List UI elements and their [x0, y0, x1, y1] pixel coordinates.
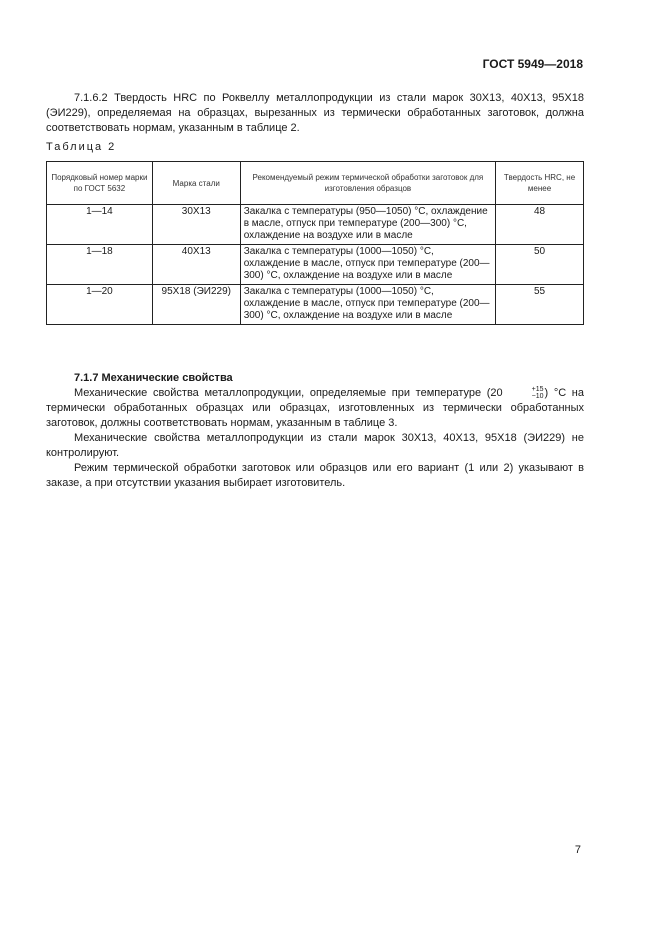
- section-7-1-7: [46, 371, 584, 491]
- hardness-table: [46, 161, 584, 325]
- paragraph-text-start: Механические свойства металлопродукции, определяемые при температуре (20: [74, 387, 503, 399]
- cell-hardness: 48: [496, 205, 584, 245]
- header-grade-number: Порядковый номер марки по ГОСТ 5632: [47, 162, 153, 205]
- cell-hardness: 50: [496, 245, 584, 285]
- header-heat-treatment: Рекомендуемый режим термической обработки заготовок для изготовления образцов: [240, 162, 495, 205]
- header-hardness: Твердость HRC, не менее: [496, 162, 584, 205]
- cell-heat-treatment: Закалка с температуры (1000—1050) °С, охлаждение в масле, отпуск при температуре (200—300) °С, охлаждение на воздухе или в масле: [240, 285, 495, 325]
- table-header-row: [47, 162, 584, 205]
- table-row: [47, 285, 584, 325]
- paragraph-mechanical-3: Режим термической обработки заготовок или образцов или его вариант (1 или 2) указывают в заказе, а при отсутствии указания выбирает изготовитель.: [46, 462, 584, 489]
- cell-steel-grade: 95Х18 (ЭИ229): [152, 285, 240, 325]
- cell-grade-number: 1—18: [47, 245, 153, 285]
- cell-heat-treatment: Закалка с температуры (950—1050) °С, охлаждение в масле, отпуск при температуре (200—300) °С, охлаждение на воздухе или в масле: [240, 205, 495, 245]
- table-row: [47, 205, 584, 245]
- tolerance-lower: −10: [531, 393, 544, 401]
- section-title: 7.1.7 Механические свойства: [74, 372, 233, 384]
- table-caption: Таблица 2: [46, 141, 117, 153]
- standard-designation: ГОСТ 5949—2018: [482, 57, 583, 71]
- cell-steel-grade: 30Х13: [152, 205, 240, 245]
- tolerance-upper: +15: [531, 386, 544, 394]
- cell-hardness: 55: [496, 285, 584, 325]
- header-steel-grade: Марка стали: [152, 162, 240, 205]
- paragraph-7-1-6-2: 7.1.6.2 Твердость HRC по Роквеллу металлопродукции из стали марок 30Х13, 40Х13, 95Х18 (ЭИ229), определяемая на образцах, вырезанных из термически обработанных заготовок, должна соответствовать нормам, указанным в таблице 2.: [46, 92, 584, 134]
- paragraph-text-end: ) °С на термически обработанных образцах или образцах, изготовленных из термически обработанных заготовок, должны соответствовать нормам, указанным в таблице 3.: [46, 387, 584, 429]
- cell-heat-treatment: Закалка с температуры (1000—1050) °С, охлаждение в масле, отпуск при температуре (200—300) °С, охлаждение на воздухе или в масле: [240, 245, 495, 285]
- cell-grade-number: 1—20: [47, 285, 153, 325]
- paragraph-mechanical-1: [46, 386, 584, 431]
- paragraph-mechanical-2: Механические свойства металлопродукции из стали марок 30Х13, 40Х13, 95Х18 (ЭИ229) не контролируют.: [46, 432, 584, 459]
- table-row: [47, 245, 584, 285]
- temperature-tolerance: [504, 386, 544, 400]
- page-number: 7: [574, 844, 581, 856]
- cell-steel-grade: 40Х13: [152, 245, 240, 285]
- cell-grade-number: 1—14: [47, 205, 153, 245]
